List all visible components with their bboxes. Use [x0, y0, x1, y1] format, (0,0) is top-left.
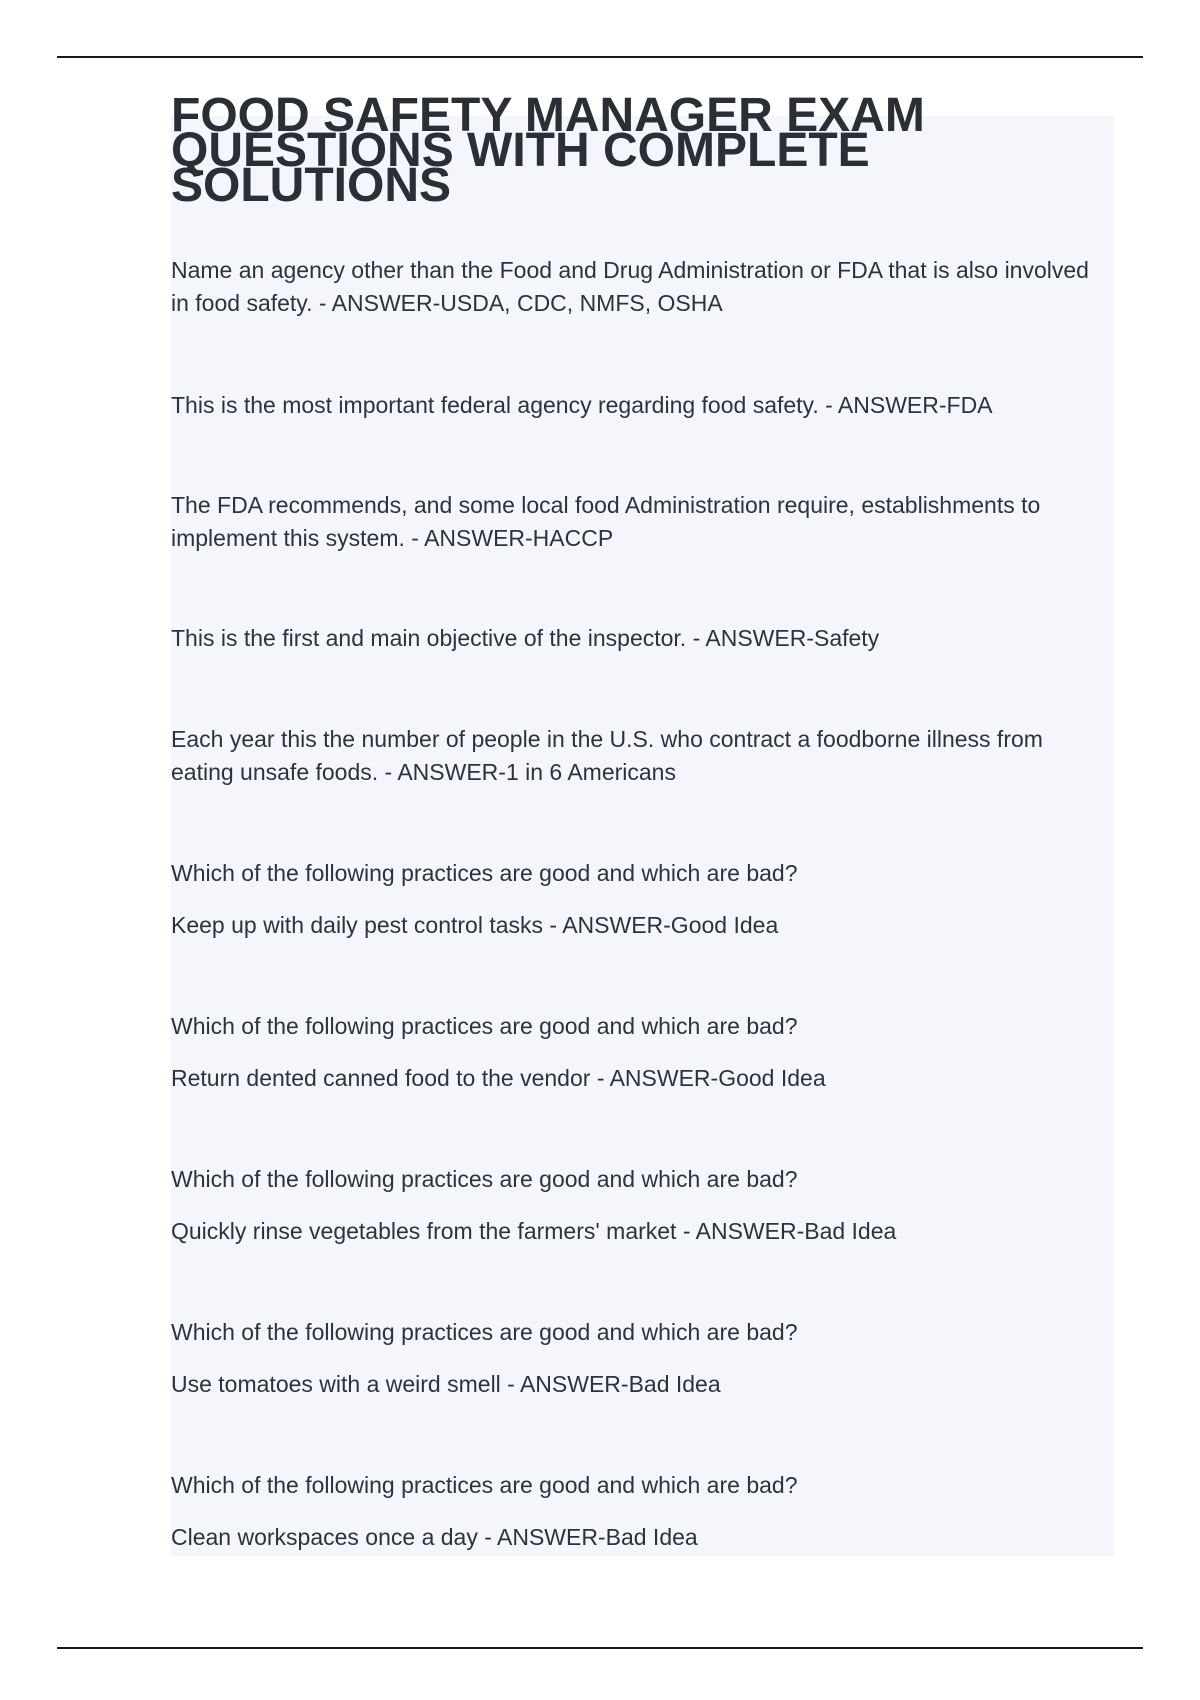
qa-item: [171, 1469, 1101, 1554]
qa-answer: Quickly rinse vegetables from the farmers' market - ANSWER-Bad Idea: [171, 1218, 897, 1244]
qa-list: [171, 254, 1101, 1554]
qa-answer: Return dented canned food to the vendor - ANSWER-Good Idea: [171, 1065, 826, 1091]
qa-item: [171, 622, 1101, 655]
qa-question: Which of the following practices are good and which are bad?: [171, 1319, 798, 1345]
qa-text: This is the first and main objective of the inspector. - ANSWER-Safety: [171, 625, 880, 651]
qa-question: Which of the following practices are good and which are bad?: [171, 1013, 798, 1039]
qa-item: [171, 1316, 1101, 1401]
qa-item: [171, 1163, 1101, 1248]
qa-answer: Keep up with daily pest control tasks - ANSWER-Good Idea: [171, 912, 779, 938]
qa-question: Which of the following practices are good and which are bad?: [171, 1472, 798, 1498]
qa-answer: Use tomatoes with a weird smell - ANSWER-Bad Idea: [171, 1371, 721, 1397]
qa-item: [171, 389, 1101, 422]
qa-text: The FDA recommends, and some local food Administration require, establishments to implement this system. - ANSWER-HACCP: [171, 492, 1041, 551]
qa-text: Each year this the number of people in the U.S. who contract a foodborne illness from eating unsafe foods. - ANSWER-1 in 6 Americans: [171, 726, 1043, 785]
qa-question: Which of the following practices are good and which are bad?: [171, 1166, 798, 1192]
qa-item: [171, 857, 1101, 942]
qa-answer: Clean workspaces once a day - ANSWER-Bad Idea: [171, 1524, 698, 1550]
qa-text: Name an agency other than the Food and Drug Administration or FDA that is also involved in food safety. - ANSWER-USDA, CDC, NMFS, OSHA: [171, 257, 1089, 316]
qa-item: [171, 254, 1101, 320]
top-rule: [57, 56, 1143, 58]
document-title: FOOD SAFETY MANAGER EXAM QUESTIONS WITH COMPLETE SOLUTIONS: [171, 89, 925, 212]
qa-item: [171, 1010, 1101, 1095]
qa-item: [171, 489, 1101, 555]
qa-item: [171, 723, 1101, 789]
bottom-rule: [57, 1647, 1143, 1649]
qa-question: Which of the following practices are good and which are bad?: [171, 860, 798, 886]
qa-text: This is the most important federal agency regarding food safety. - ANSWER-FDA: [171, 392, 993, 418]
